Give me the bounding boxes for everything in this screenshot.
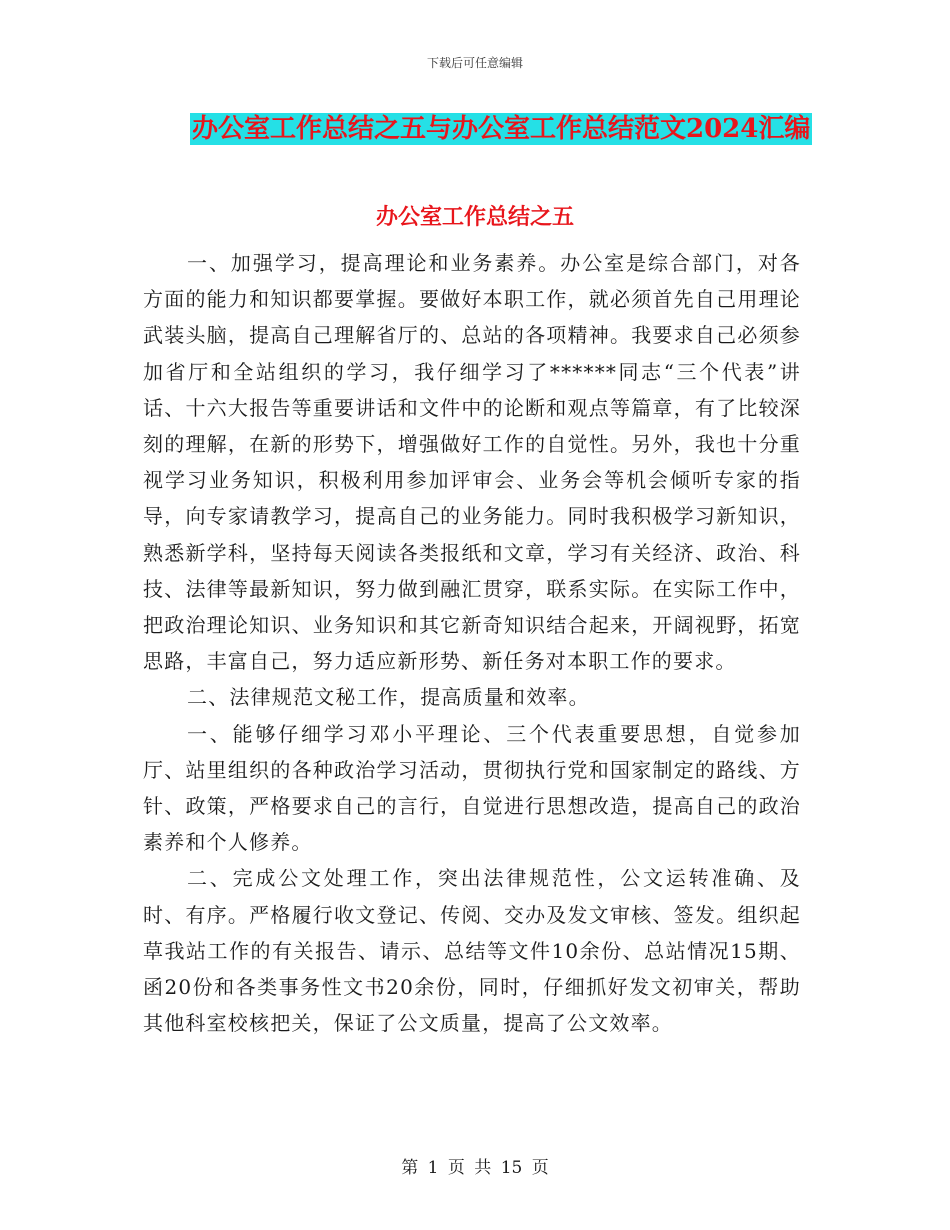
document-title: 办公室工作总结之五与办公室工作总结范文2024汇编 bbox=[192, 114, 811, 144]
section-title: 办公室工作总结之五 bbox=[375, 204, 574, 230]
paragraph: 一、能够仔细学习邓小平理论、三个代表重要思想，自觉参加厅、站里组织的各种政治学习活动，贯彻执行党和国家制定的路线、方针、政策，严格要求自己的言行，自觉进行思想改造，提高自己的政治素养和个人修养。 bbox=[143, 721, 801, 855]
header-note: 下载后可任意编辑 bbox=[426, 56, 523, 70]
paragraph: 一、加强学习，提高理论和业务素养。办公室是综合部门，对各方面的能力和知识都要掌握。要做好本职工作，就必须首先自己用理论武装头脑，提高自己理解省厅的、总站的各项精神。我要求自己必须参加省厅和全站组织的学习，我仔细学习了******同志“三个代表”讲话、十六大报告等重要讲话和文件中的论断和观点等篇章，有了比较深刻的理解，在新的形势下，增强做好工作的自觉性。另外，我也十分重视学习业务知识，积极利用参加评审会、业务会等机会倾听专家的指导，向专家请教学习，提高自己的业务能力。同时我积极学习新知识，熟悉新学科，坚持每天阅读各类报纸和文章，学习有关经济、政治、科技、法律等最新知识，努力做到融汇贯穿，联系实际。在实际工作中，把政治理论知识、业务知识和其它新奇知识结合起来，开阔视野，拓宽思路，丰富自己，努力适应新形势、新任务对本职工作的要求。 bbox=[143, 251, 801, 674]
paragraph: 二、法律规范文秘工作，提高质量和效率。 bbox=[187, 685, 590, 710]
document-body bbox=[143, 245, 801, 1041]
page-footer: 第 1 页 共 15 页 bbox=[401, 1158, 549, 1178]
paragraph: 二、完成公文处理工作，突出法律规范性，公文运转准确、及时、有序。严格履行收文登记、传阅、交办及发文审核、签发。组织起草我站工作的有关报告、请示、总结等文件10余份、总站情况15期、函20份和各类事务性文书20余份，同时，仔细抓好发文初审关，帮助其他科室校核把关，保证了公文质量，提高了公文效率。 bbox=[143, 866, 801, 1036]
